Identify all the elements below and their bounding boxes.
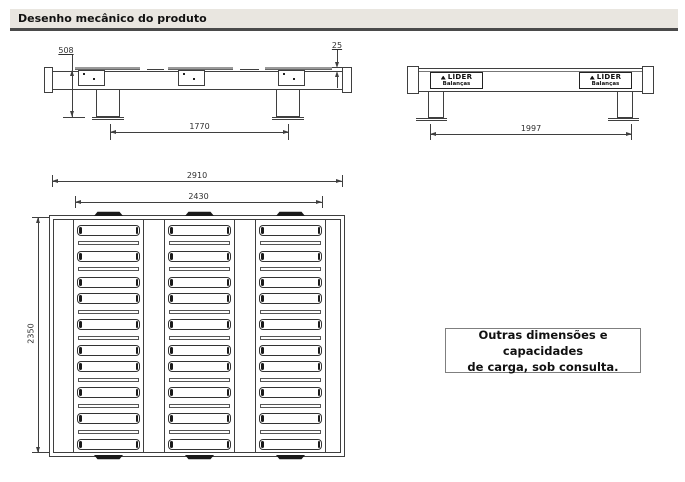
dim-2910-ext-right bbox=[342, 175, 343, 187]
slat bbox=[168, 439, 231, 450]
dim-2430-line bbox=[75, 202, 322, 203]
end-view-leg bbox=[617, 92, 633, 118]
dim-508-label: 508 bbox=[58, 46, 74, 55]
mount-tab bbox=[94, 455, 123, 460]
slat-strip bbox=[78, 241, 139, 245]
mount-tab bbox=[276, 211, 305, 216]
dim-2350-tick-top bbox=[32, 217, 50, 218]
slat-strip bbox=[78, 378, 139, 382]
dim-2350-label: 2350 bbox=[26, 323, 36, 344]
side-view-leg bbox=[96, 90, 120, 117]
dim-2910-label: 2910 bbox=[186, 171, 208, 180]
slat bbox=[168, 277, 231, 288]
end-view-leg bbox=[428, 92, 444, 118]
slat bbox=[259, 293, 322, 304]
slat-strip bbox=[169, 241, 230, 245]
mount-tab bbox=[185, 455, 214, 460]
slat bbox=[259, 387, 322, 398]
slat bbox=[259, 413, 322, 424]
deck-gap-line bbox=[147, 69, 164, 70]
junction-box bbox=[178, 70, 205, 86]
brand-name: LÍDER bbox=[596, 73, 622, 81]
brand-logo-plate bbox=[430, 72, 483, 89]
slat-strip bbox=[260, 378, 321, 382]
balance-scale-icon bbox=[441, 76, 446, 80]
end-view-foot bbox=[608, 118, 639, 121]
slat-strip bbox=[260, 310, 321, 314]
slat-strip bbox=[78, 430, 139, 434]
mount-tab bbox=[94, 211, 123, 216]
dim-508-line bbox=[72, 55, 73, 117]
slat-strip bbox=[169, 378, 230, 382]
mount-tab bbox=[276, 455, 305, 460]
slat bbox=[168, 225, 231, 236]
slat-strip bbox=[260, 336, 321, 340]
slat bbox=[259, 225, 322, 236]
side-view-foot bbox=[92, 117, 124, 120]
dim-2430-label: 2430 bbox=[188, 192, 209, 201]
slat bbox=[259, 277, 322, 288]
dim-2350-line bbox=[38, 217, 39, 453]
slat bbox=[168, 293, 231, 304]
side-view-foot bbox=[272, 117, 304, 120]
slat-strip bbox=[78, 310, 139, 314]
dim-1770-line bbox=[110, 132, 289, 133]
slat-strip bbox=[169, 267, 230, 271]
slat bbox=[168, 251, 231, 262]
slat bbox=[168, 361, 231, 372]
dim-1997-label: 1997 bbox=[520, 124, 542, 133]
slat-strip bbox=[169, 430, 230, 434]
junction-box bbox=[78, 70, 105, 86]
deck-column bbox=[164, 220, 235, 453]
dim-2910-line bbox=[52, 181, 342, 182]
mount-tab bbox=[185, 211, 214, 216]
slat bbox=[77, 413, 140, 424]
end-view-end-cap-right bbox=[642, 66, 654, 94]
slat-strip bbox=[260, 404, 321, 408]
slat bbox=[77, 251, 140, 262]
slat bbox=[168, 387, 231, 398]
page-title: Desenho mecânico do produto bbox=[10, 9, 678, 31]
dim-2430-ext-left bbox=[75, 196, 76, 208]
slat-strip bbox=[78, 404, 139, 408]
dim-2350-tick-bottom bbox=[32, 452, 50, 453]
slat-strip bbox=[169, 404, 230, 408]
dim-2430-ext-right bbox=[322, 196, 323, 208]
slat bbox=[259, 345, 322, 356]
slat bbox=[77, 293, 140, 304]
slat bbox=[77, 387, 140, 398]
dim-1770-label: 1770 bbox=[189, 122, 210, 131]
slat bbox=[259, 361, 322, 372]
deck-column bbox=[255, 220, 326, 453]
slat-strip bbox=[169, 310, 230, 314]
slat bbox=[168, 345, 231, 356]
dim-25-label: 25 bbox=[331, 41, 343, 50]
dim-25-line-lower bbox=[337, 76, 338, 88]
slat-strip bbox=[260, 241, 321, 245]
slat-strip bbox=[78, 267, 139, 271]
note-line-2: de carga, sob consulta. bbox=[467, 359, 619, 374]
dim-2910-ext-left bbox=[52, 175, 53, 187]
dim-508-tick bbox=[63, 117, 85, 118]
brand-subtitle: Balanças bbox=[442, 81, 471, 87]
slat-strip bbox=[260, 430, 321, 434]
slat bbox=[77, 361, 140, 372]
note-line-1: Outras dimensões e capacidades bbox=[478, 327, 608, 358]
slat bbox=[259, 251, 322, 262]
slat bbox=[77, 345, 140, 356]
side-view-leg bbox=[276, 90, 300, 117]
balance-scale-icon bbox=[590, 76, 595, 80]
junction-box bbox=[278, 70, 305, 86]
deck-gap-line bbox=[240, 69, 259, 70]
side-view-end-cap-left bbox=[44, 67, 53, 93]
slat-strip bbox=[169, 336, 230, 340]
slat-strip bbox=[260, 267, 321, 271]
dim-1997-line bbox=[430, 134, 632, 135]
end-view-end-cap-left bbox=[407, 66, 419, 94]
side-view-end-cap-right bbox=[342, 67, 352, 93]
slat bbox=[77, 225, 140, 236]
dim-25-tick bbox=[332, 67, 345, 68]
deck-column bbox=[73, 220, 144, 453]
brand-name: LÍDER bbox=[447, 73, 473, 81]
slat bbox=[77, 319, 140, 330]
slat-strip bbox=[78, 336, 139, 340]
brand-subtitle: Balanças bbox=[591, 81, 620, 87]
slat bbox=[259, 439, 322, 450]
slat bbox=[77, 277, 140, 288]
slat bbox=[77, 439, 140, 450]
brand-logo-plate bbox=[579, 72, 632, 89]
end-view-foot bbox=[416, 118, 447, 121]
dim-508-arrow-up bbox=[70, 70, 74, 76]
slat bbox=[168, 319, 231, 330]
slat bbox=[168, 413, 231, 424]
slat bbox=[259, 319, 322, 330]
consultation-note-box bbox=[445, 328, 641, 373]
